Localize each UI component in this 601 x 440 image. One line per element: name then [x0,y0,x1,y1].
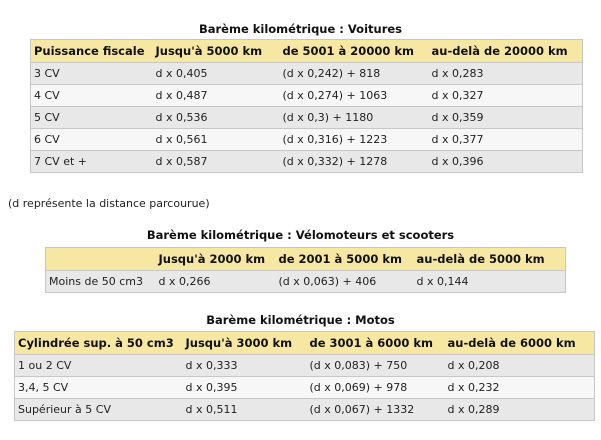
motos-table [14,331,595,421]
table-cell: (d x 0,063) + 406 [276,271,414,293]
motos-title: Barème kilométrique : Motos [206,313,395,327]
table-cell: d x 0,395 [183,377,307,399]
table-cell: (d x 0,067) + 1332 [307,399,445,421]
table-cell: d x 0,536 [153,107,280,129]
table-header-row [46,248,566,271]
table-cell: (d x 0,083) + 750 [307,355,445,377]
column-header-tranche-2: de 3001 à 6000 km [307,332,445,355]
table-cell: d x 0,405 [153,63,280,85]
table-row [31,129,583,151]
table-row [31,107,583,129]
table-cell: d x 0,208 [445,355,595,377]
column-header-cylindree: Cylindrée sup. à 50 cm3 [15,332,183,355]
table-header-row [31,40,583,63]
table-cell: d x 0,232 [445,377,595,399]
table-cell: (d x 0,3) + 1180 [280,107,429,129]
table-row [15,399,595,421]
table-cell: d x 0,561 [153,129,280,151]
column-header-empty [46,248,156,271]
table-cell: d x 0,359 [429,107,583,129]
column-header-tranche-3: au-delà de 20000 km [429,40,583,63]
column-header-tranche-3: au-delà de 5000 km [414,248,566,271]
column-header-tranche-2: de 2001 à 5000 km [276,248,414,271]
table-cell: (d x 0,316) + 1223 [280,129,429,151]
velomoteurs-title: Barème kilométrique : Vélomoteurs et scooters [146,228,455,242]
column-header-tranche-3: au-delà de 6000 km [445,332,595,355]
table-cell: d x 0,333 [183,355,307,377]
row-label: 3 CV [31,63,153,85]
table-row [31,63,583,85]
table-row [31,85,583,107]
distance-note: (d représente la distance parcourue) [8,197,210,210]
table-cell: d x 0,396 [429,151,583,173]
table-row [46,271,566,293]
table-row [15,377,595,399]
table-header-row [15,332,595,355]
velomoteurs-table [45,247,566,293]
row-label: 7 CV et + [31,151,153,173]
table-cell: (d x 0,332) + 1278 [280,151,429,173]
table-cell: (d x 0,069) + 978 [307,377,445,399]
column-header-tranche-1: Jusqu'à 3000 km [183,332,307,355]
table-cell: d x 0,144 [414,271,566,293]
column-header-tranche-2: de 5001 à 20000 km [280,40,429,63]
table-cell: d x 0,487 [153,85,280,107]
table-cell: d x 0,587 [153,151,280,173]
table-cell: d x 0,266 [156,271,276,293]
table-cell: (d x 0,274) + 1063 [280,85,429,107]
table-row [31,151,583,173]
row-label: 4 CV [31,85,153,107]
table-cell: d x 0,377 [429,129,583,151]
table-cell: d x 0,327 [429,85,583,107]
column-header-puissance: Puissance fiscale [31,40,153,63]
row-label: 5 CV [31,107,153,129]
table-cell: d x 0,511 [183,399,307,421]
row-label: Supérieur à 5 CV [15,399,183,421]
voitures-table [30,39,583,173]
table-cell: d x 0,283 [429,63,583,85]
voitures-title: Barème kilométrique : Voitures [198,22,403,36]
row-label: 1 ou 2 CV [15,355,183,377]
table-cell: (d x 0,242) + 818 [280,63,429,85]
column-header-tranche-1: Jusqu'à 2000 km [156,248,276,271]
row-label: Moins de 50 cm3 [46,271,156,293]
row-label: 6 CV [31,129,153,151]
row-label: 3,4, 5 CV [15,377,183,399]
table-row [15,355,595,377]
table-cell: d x 0,289 [445,399,595,421]
column-header-tranche-1: Jusqu'à 5000 km [153,40,280,63]
